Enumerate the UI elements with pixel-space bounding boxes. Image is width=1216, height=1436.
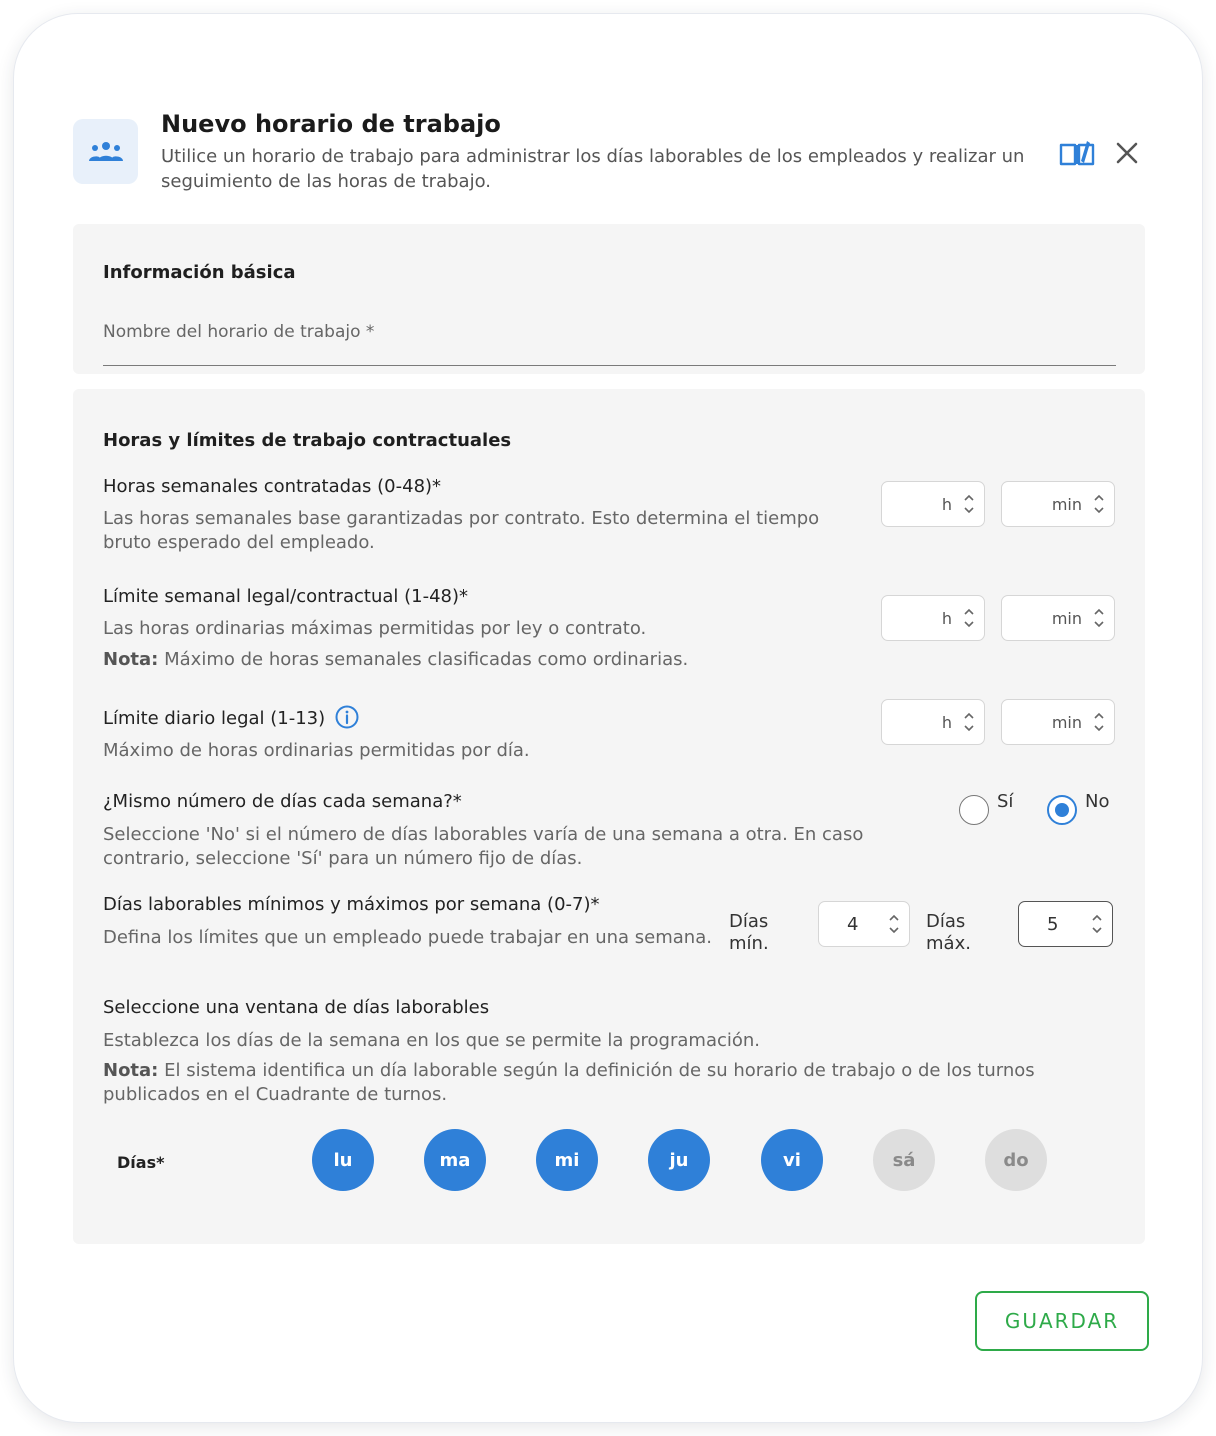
max-days-value: 5 [1047,913,1059,935]
max-days-label: Días máx. [926,911,971,954]
same-days-desc: Seleccione 'No' si el número de días laborables varía de una semana a otra. En caso contrario, seleccione 'Sí' para un número fijo de días. [103,824,864,869]
spinner-arrows-icon[interactable] [962,489,976,519]
weekly-hours-min-input[interactable] [1001,481,1115,527]
daily-limit-title: Límite diario legal (1-13) [103,708,326,729]
days-window-note [103,1059,1093,1107]
hours-unit: h [941,494,952,514]
weekly-hours-h-input[interactable] [881,481,985,527]
radio-circle-icon [959,795,989,825]
note-label: Nota: [103,649,159,670]
radio-label-yes: Sí [997,791,1014,812]
contract-section-title: Horas y límites de trabajo contractuales [103,430,512,451]
close-icon[interactable] [1112,138,1142,168]
daily-limit-title-row [103,705,359,734]
weekly-limit-title: Límite semanal legal/contractual (1-48)* [103,586,469,607]
note-text: El sistema identifica un día laborable según la definición de su horario de trabajo o de los turnos publicados en el Cuadrante de turnos. [103,1060,1035,1105]
note-text: Máximo de horas semanales clasificadas como ordinarias. [158,649,689,670]
weekly-hours-title: Horas semanales contratadas (0-48)* [103,476,442,497]
same-days-no-radio[interactable] [1047,791,1109,825]
spinner-arrows-icon[interactable] [1092,707,1106,737]
minutes-unit: min [1051,494,1082,514]
dialog-title: Nuevo horario de trabajo [161,110,501,138]
spinner-arrows-icon[interactable] [962,603,976,633]
spinner-arrows-icon[interactable] [1092,603,1106,633]
same-days-yes-radio[interactable] [959,791,1013,825]
weekly-limit-note [103,648,863,672]
save-button[interactable]: GUARDAR [975,1291,1149,1351]
day-chip-monday[interactable]: lu [312,1129,374,1191]
radio-label-no: No [1085,791,1110,812]
weekly-limit-desc: Las horas ordinarias máximas permitidas por ley o contrato. [103,618,647,639]
day-chip-wednesday[interactable]: mi [536,1129,598,1191]
schedule-name-label: Nombre del horario de trabajo * [103,322,375,342]
daily-limit-desc: Máximo de horas ordinarias permitidas por día. [103,740,530,761]
minutes-unit: min [1051,712,1082,732]
daily-limit-min-input[interactable] [1001,699,1115,745]
spinner-arrows-icon[interactable] [1090,909,1104,939]
day-chip-sunday[interactable]: do [985,1129,1047,1191]
days-label: Días* [117,1153,165,1172]
basic-info-title: Información básica [103,262,296,283]
hours-unit: h [941,608,952,628]
people-group-icon [73,119,138,184]
book-icon[interactable] [1058,137,1096,169]
days-window-title: Seleccione una ventana de días laborables [103,997,490,1018]
info-icon[interactable] [335,705,359,734]
minutes-unit: min [1051,608,1082,628]
min-max-days-desc: Defina los límites que un empleado puede trabajar en una semana. [103,927,712,948]
schedule-name-input[interactable] [103,344,1116,366]
note-label: Nota: [103,1060,159,1081]
same-days-title: ¿Mismo número de días cada semana?* [103,791,462,812]
contract-hours-section [73,389,1145,1244]
day-chip-saturday[interactable]: sá [873,1129,935,1191]
day-chip-tuesday[interactable]: ma [424,1129,486,1191]
min-days-label: Días mín. [729,911,769,954]
hours-unit: h [941,712,952,732]
day-chip-friday[interactable]: vi [761,1129,823,1191]
weekly-limit-h-input[interactable] [881,595,985,641]
day-chip-thursday[interactable]: ju [648,1129,710,1191]
daily-limit-h-input[interactable] [881,699,985,745]
weekly-limit-min-input[interactable] [1001,595,1115,641]
min-days-input[interactable] [818,901,910,947]
dialog-subtitle: Utilice un horario de trabajo para administrar los días laborables de los empleados y realizar un seguimiento de las horas de trabajo. [161,146,1025,192]
weekly-hours-desc: Las horas semanales base garantizadas por contrato. Esto determina el tiempo bruto esperado del empleado. [103,508,820,553]
min-days-value: 4 [847,913,859,935]
days-window-desc: Establezca los días de la semana en los que se permite la programación. [103,1030,761,1051]
min-max-days-title: Días laborables mínimos y máximos por semana (0-7)* [103,894,600,915]
basic-info-section [73,224,1145,374]
radio-selected-icon [1047,795,1077,825]
max-days-input[interactable] [1018,901,1113,947]
spinner-arrows-icon[interactable] [1092,489,1106,519]
spinner-arrows-icon[interactable] [887,909,901,939]
spinner-arrows-icon[interactable] [962,707,976,737]
work-schedule-dialog [14,14,1202,1422]
